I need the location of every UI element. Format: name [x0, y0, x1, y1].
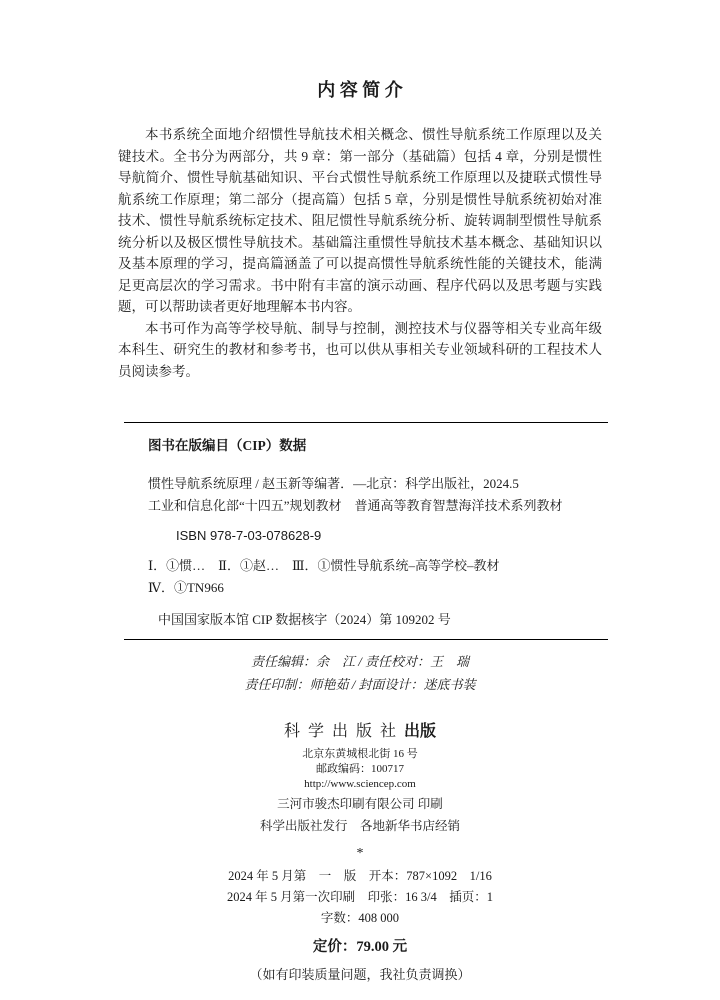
credits-block	[118, 650, 602, 696]
credits-line-editors: 责任编辑：余 江 / 责任校对：王 瑞	[250, 654, 470, 669]
publisher-website: http://www.sciencep.com	[304, 778, 416, 790]
wordcount-line: 字数：408 000	[320, 911, 400, 925]
cip-classification-line-2: Ⅳ．①TN966	[148, 580, 224, 595]
intro-paragraph-2: 本书可作为高等学校导航、制导与控制，测控技术与仪器等相关专业高年级本科生、研究生的教材和参考书，也可以供从事相关专业领域科研的工程技术人员阅读参考。	[118, 320, 602, 379]
distribution-line: 科学出版社发行 各地新华书店经销	[259, 819, 460, 833]
quality-note: （如有印装质量问题，我社负责调换）	[249, 967, 471, 982]
price-line: 定价：79.00 元	[312, 939, 408, 955]
printing-line: 2024 年 5 月第一次印刷 印张：16 3/4 插页：1	[227, 890, 493, 904]
cip-title-line: 惯性导航系统原理 / 赵玉新等编著．—北京：科学出版社，2024.5	[148, 476, 519, 491]
separator-star: *	[356, 846, 364, 861]
edition-line: 2024 年 5 月第 一 版 开本：787×1092 1/16	[228, 869, 492, 883]
credits-line-design: 责任印制：师艳茹 / 封面设计：迷底书装	[244, 677, 476, 692]
divider-top	[124, 422, 608, 423]
cip-classification-line-1: Ⅰ．①惯… Ⅱ．①赵… Ⅲ．①惯性导航系统–高等学校–教材	[148, 558, 500, 573]
cip-block	[118, 435, 602, 631]
intro-paragraph-1: 本书系统全面地介绍惯性导航技术相关概念、惯性导航系统工作原理以及关键技术。全书分为两部分，共 9 章：第一部分（基础篇）包括 4 章，分别是惯性导航简介、惯性导航基础知识、平台式惯性导航系统工作原理以及捷联式惯性导航系统工作原理；第二部分（提高篇）包括 5 章，分别是惯性导航系统初始对准技术、惯性导航系统标定技术、阻尼惯性导航系统分析、旋转调制型惯性导航系统分析以及极区惯性导航技术。基础篇注重惯性导航技术基本概念、基础知识以及基本原理的学习，提高篇涵盖了可以提高惯性导航系统性能的关键技术，能满足更高层次的学习需求。书中附有丰富的演示动画、程序代码以及思考题与实践题，可以帮助读者更好地理解本书内容。	[118, 127, 602, 314]
publisher-postcode: 邮政编码：100717	[316, 763, 404, 775]
publisher-name-line	[118, 718, 602, 741]
publisher-name: 科 学 出 版 社	[283, 723, 398, 740]
publisher-address: 北京东黄城根北街 16 号	[302, 748, 418, 760]
printer-line: 三河市骏杰印刷有限公司 印刷	[277, 797, 443, 811]
cip-series-line: 工业和信息化部“十四五”规划教材 普通高等教育智慧海洋技术系列教材	[148, 498, 563, 513]
publisher-publish-label: 出版	[404, 723, 437, 740]
cip-record-number: 中国国家版本馆 CIP 数据核字（2024）第 109202 号	[158, 612, 451, 627]
cip-heading: 图书在版编目（CIP）数据	[148, 438, 307, 453]
cip-isbn: ISBN 978-7-03-078628-9	[176, 528, 322, 543]
intro-title: 内 容 简 介	[317, 80, 403, 100]
divider-bottom	[124, 639, 608, 640]
publisher-block	[118, 718, 602, 983]
